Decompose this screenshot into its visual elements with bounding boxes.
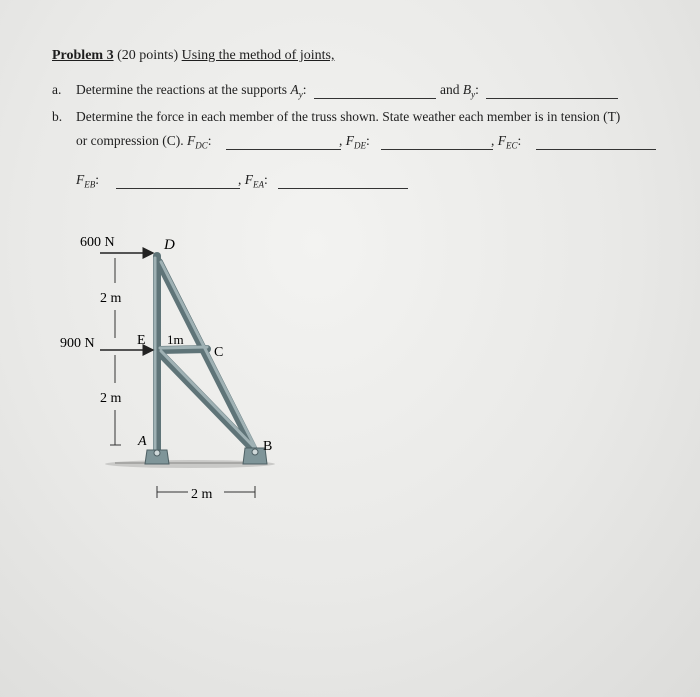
problem-number: Problem 3	[52, 48, 114, 63]
problem-method: Using the method of joints,	[181, 48, 335, 63]
part-b-line2-prefix: or compression (C). $F_{DC}$:	[76, 133, 212, 151]
feb-prompt: $F_{EB}$:	[76, 172, 100, 190]
and-text: and	[440, 82, 460, 97]
part-a-text: Determine the reactions at the supports	[76, 82, 288, 97]
fec-prompt: , $F_{EC}$:	[491, 133, 522, 151]
fec-label: F	[497, 133, 506, 148]
by-sub: y	[471, 89, 476, 100]
dim-top-label: 2 m	[100, 291, 122, 306]
fdc-sub: DC	[195, 140, 208, 151]
load-600-label: 600 N	[80, 235, 115, 250]
fea-label: F	[244, 172, 253, 187]
part-a-marker: a.	[52, 82, 62, 97]
by-prompt: and $B_y$:	[440, 82, 479, 100]
feb-label: F	[76, 172, 85, 187]
fde-sub: DE	[354, 140, 366, 151]
joint-C-label: C	[214, 345, 224, 360]
ay-sub: y	[298, 89, 303, 100]
joint-B-label: B	[263, 439, 273, 454]
member-DCB	[159, 262, 254, 450]
part-b-line2: or compression (C).	[76, 133, 184, 148]
ay-label: A	[290, 82, 299, 97]
member-EB	[159, 352, 252, 448]
dim-horizontal-label: 2 m	[191, 487, 213, 502]
fea-sub: EA	[253, 179, 264, 190]
fde-label: F	[345, 133, 354, 148]
part-b-line1: Determine the force in each member of the truss shown. State weather each member is in tension (T)	[76, 109, 621, 124]
fec-sub: EC	[506, 140, 518, 151]
dim-ec-label: 1m	[167, 332, 184, 347]
part-a-question: Determine the reactions at the supports $A_y$:	[76, 82, 307, 100]
feb-sub: EB	[84, 179, 96, 190]
by-label: B	[462, 82, 472, 97]
fde-prompt: , $F_{DE}$:	[339, 133, 370, 151]
part-b-marker: b.	[52, 109, 63, 124]
dim-bottom-label: 2 m	[100, 391, 122, 406]
problem-points: (20 points)	[113, 48, 182, 63]
joint-A-label: A	[138, 434, 147, 449]
fdc-label: F	[186, 133, 196, 148]
fea-prompt: , $F_{EA}$:	[238, 172, 268, 190]
load-900-label: 900 N	[60, 336, 95, 351]
joint-E-label: E	[137, 333, 146, 348]
joint-D-label: D	[164, 237, 175, 253]
